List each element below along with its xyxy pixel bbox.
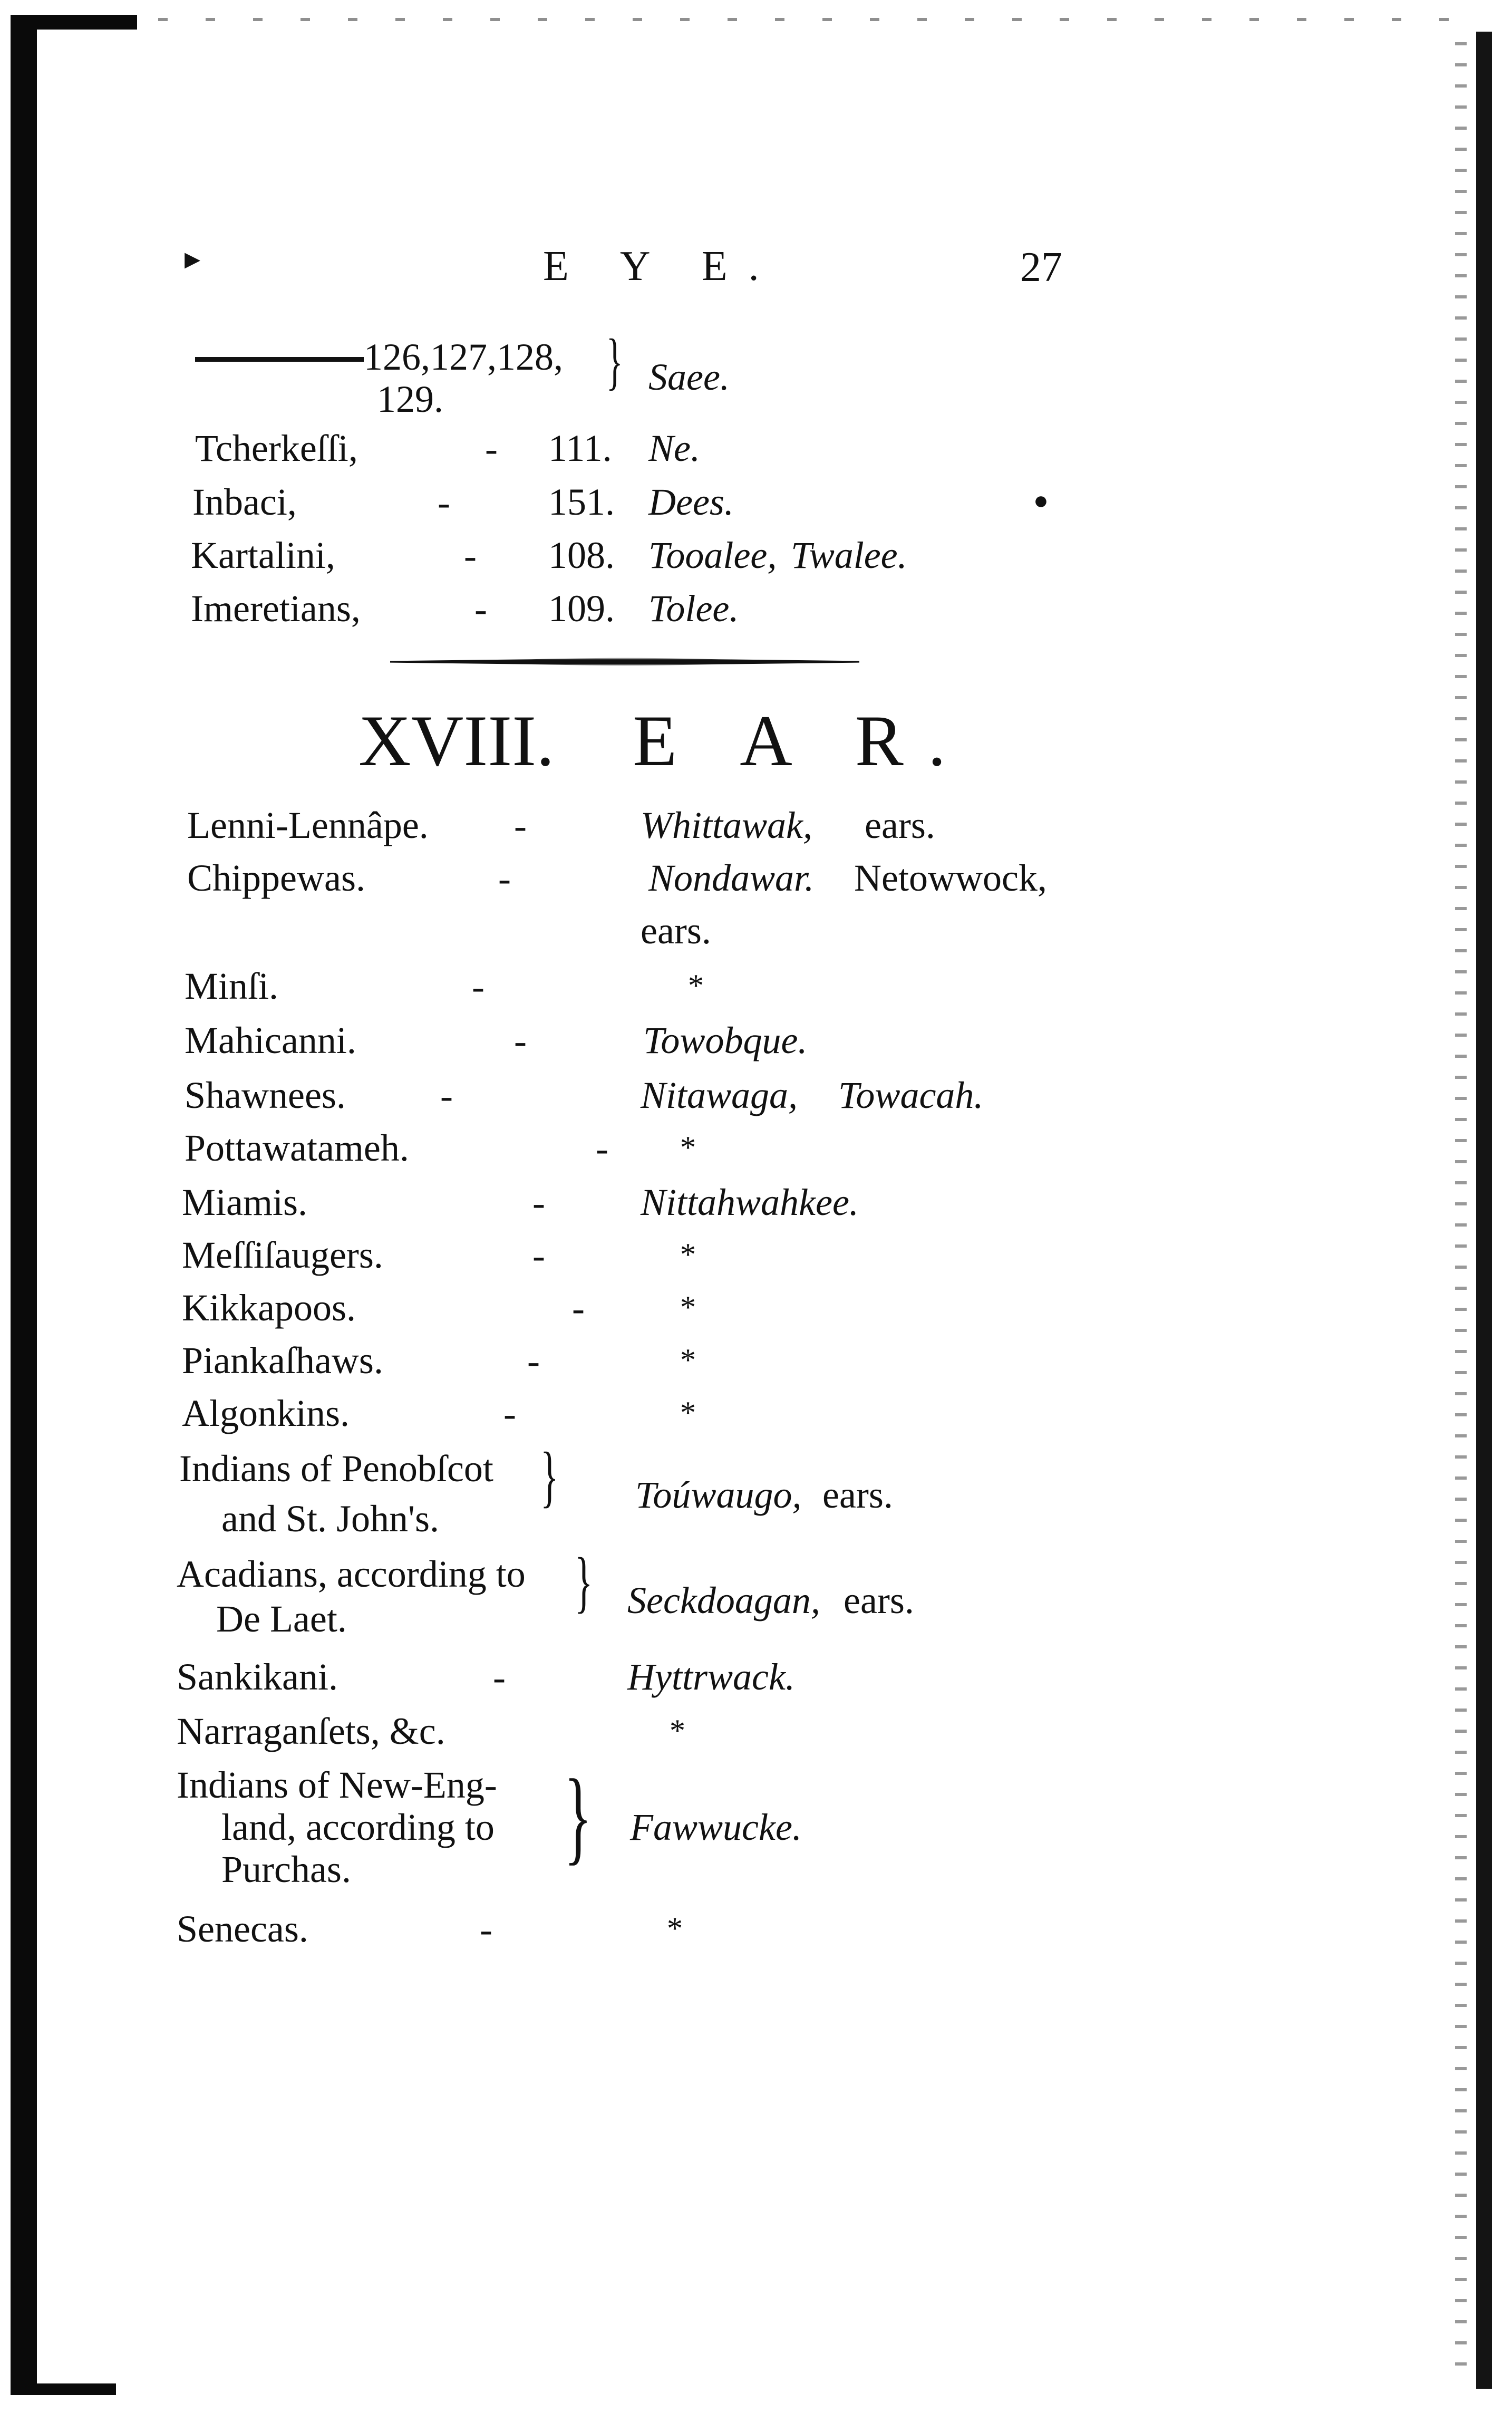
dash: - — [438, 481, 450, 524]
asterisk-mark: * — [688, 968, 704, 1003]
dash: - — [493, 1656, 506, 1698]
ear-name: Piankaſhaws. — [182, 1339, 383, 1382]
ear-word: Seckdoagan, — [627, 1579, 820, 1621]
ear-name: Algonkins. — [182, 1392, 350, 1434]
running-header-title: E Y E. — [543, 243, 780, 289]
right-brace: } — [606, 326, 623, 396]
dash: - — [514, 805, 527, 847]
asterisk-mark: * — [670, 1713, 685, 1748]
eye-ref: 151. — [548, 481, 615, 523]
ditto-rule — [195, 357, 364, 362]
section-divider — [390, 658, 859, 666]
eye-word-alt: Twalee. — [791, 534, 907, 576]
dash: - — [485, 428, 498, 470]
ear-word: Nittahwahkee. — [641, 1181, 859, 1223]
ear-name: Miamis. — [182, 1181, 308, 1223]
ear-name: Narraganſets, &c. — [177, 1710, 445, 1752]
ear-gloss: ears. — [844, 1579, 914, 1621]
asterisk-mark: * — [680, 1130, 696, 1165]
ear-name: Senecas. — [177, 1908, 308, 1950]
ear-gloss: ears. — [822, 1474, 893, 1516]
ear-word: Nitawaga, — [641, 1074, 798, 1116]
ear-name-line-3: Purchas. — [221, 1848, 351, 1890]
ear-name-line-1: Indians of New-Eng- — [177, 1764, 497, 1806]
right-brace: } — [540, 1439, 559, 1514]
section-title: E A R. — [633, 700, 971, 781]
dash: - — [514, 1020, 527, 1062]
ear-name: Meſſiſaugers. — [182, 1234, 383, 1276]
ear-word: Towobque. — [643, 1019, 808, 1061]
ear-word: Hyttrwack. — [627, 1656, 795, 1698]
dash: - — [440, 1075, 453, 1117]
scan-top-noise — [158, 18, 1466, 21]
asterisk-mark: * — [680, 1343, 696, 1377]
ear-word: Fawwucke. — [630, 1806, 802, 1848]
scan-frame-right — [1476, 32, 1492, 2389]
ear-gloss-continued: ears. — [641, 910, 711, 952]
right-brace: } — [564, 1758, 592, 1875]
eye-word: Ne. — [648, 427, 700, 469]
ear-word: Nondawar. — [648, 857, 815, 899]
eye-word: Dees. — [648, 481, 734, 523]
scan-frame-bottom — [11, 2383, 116, 2395]
eye-word: Tolee. — [648, 587, 739, 630]
ear-name: Sankikani. — [177, 1656, 338, 1698]
asterisk-mark: * — [667, 1911, 683, 1946]
scan-edge-noise — [1455, 42, 1467, 2373]
page-number: 27 — [1020, 244, 1062, 291]
dash: - — [532, 1234, 545, 1277]
eye-language: Inbaci, — [192, 481, 297, 523]
ear-name-line-2: and St. John's. — [221, 1498, 440, 1540]
dash: - — [474, 588, 487, 630]
ear-name: Minſi. — [185, 965, 279, 1007]
eye-ref: 108. — [548, 534, 615, 576]
eye-word: Tooalee, — [648, 534, 777, 576]
asterisk-mark: * — [680, 1395, 696, 1430]
eye-ref-line-1: 126,127,128, — [364, 336, 563, 378]
ear-name-line-1: Indians of Penobſcot — [179, 1447, 493, 1490]
ear-word: Whittawak, — [641, 804, 812, 846]
eye-language: Imeretians, — [191, 587, 361, 630]
dash: - — [532, 1182, 545, 1224]
ear-name: Shawnees. — [185, 1074, 346, 1116]
ear-name: Kikkapoos. — [182, 1287, 356, 1329]
dash: - — [464, 535, 477, 577]
right-brace: } — [575, 1544, 593, 1620]
dash: - — [572, 1287, 585, 1329]
dash: - — [472, 966, 484, 1008]
page-ornament: ▸ — [185, 241, 201, 276]
dash: - — [498, 857, 511, 900]
eye-language: Tcherkeſſi, — [195, 427, 358, 469]
ear-name: Mahicanni. — [185, 1019, 356, 1061]
asterisk-mark: * — [680, 1237, 696, 1272]
ear-name-line-1: Acadians, according to — [177, 1553, 526, 1595]
eye-word: Saee. — [648, 356, 730, 398]
ear-name: Chippewas. — [187, 857, 365, 899]
ear-name: Lenni-Lennâpe. — [187, 804, 429, 846]
eye-ref-line-2: 129. — [377, 378, 443, 420]
eye-ref: 111. — [548, 427, 612, 469]
section-number: XVIII. — [358, 700, 555, 781]
eye-language: Kartalini, — [191, 534, 335, 576]
ear-name-line-2: De Laet. — [216, 1598, 347, 1640]
ear-word-alt: Towacah. — [838, 1074, 984, 1116]
ear-name-line-2: land, according to — [221, 1806, 495, 1848]
ink-blot: ● — [1033, 487, 1049, 515]
dash: - — [527, 1340, 540, 1382]
dash: - — [480, 1908, 492, 1951]
asterisk-mark: * — [680, 1290, 696, 1325]
ear-gloss: ears. — [865, 804, 935, 846]
ear-name: Pottawatameh. — [185, 1127, 409, 1169]
dash: - — [596, 1127, 608, 1170]
dash: - — [503, 1393, 516, 1435]
scan-frame-left — [11, 21, 37, 2389]
eye-ref: 109. — [548, 587, 615, 630]
ear-gloss: Netowwock, — [854, 857, 1047, 899]
ear-word: Toúwaugo, — [635, 1474, 802, 1516]
